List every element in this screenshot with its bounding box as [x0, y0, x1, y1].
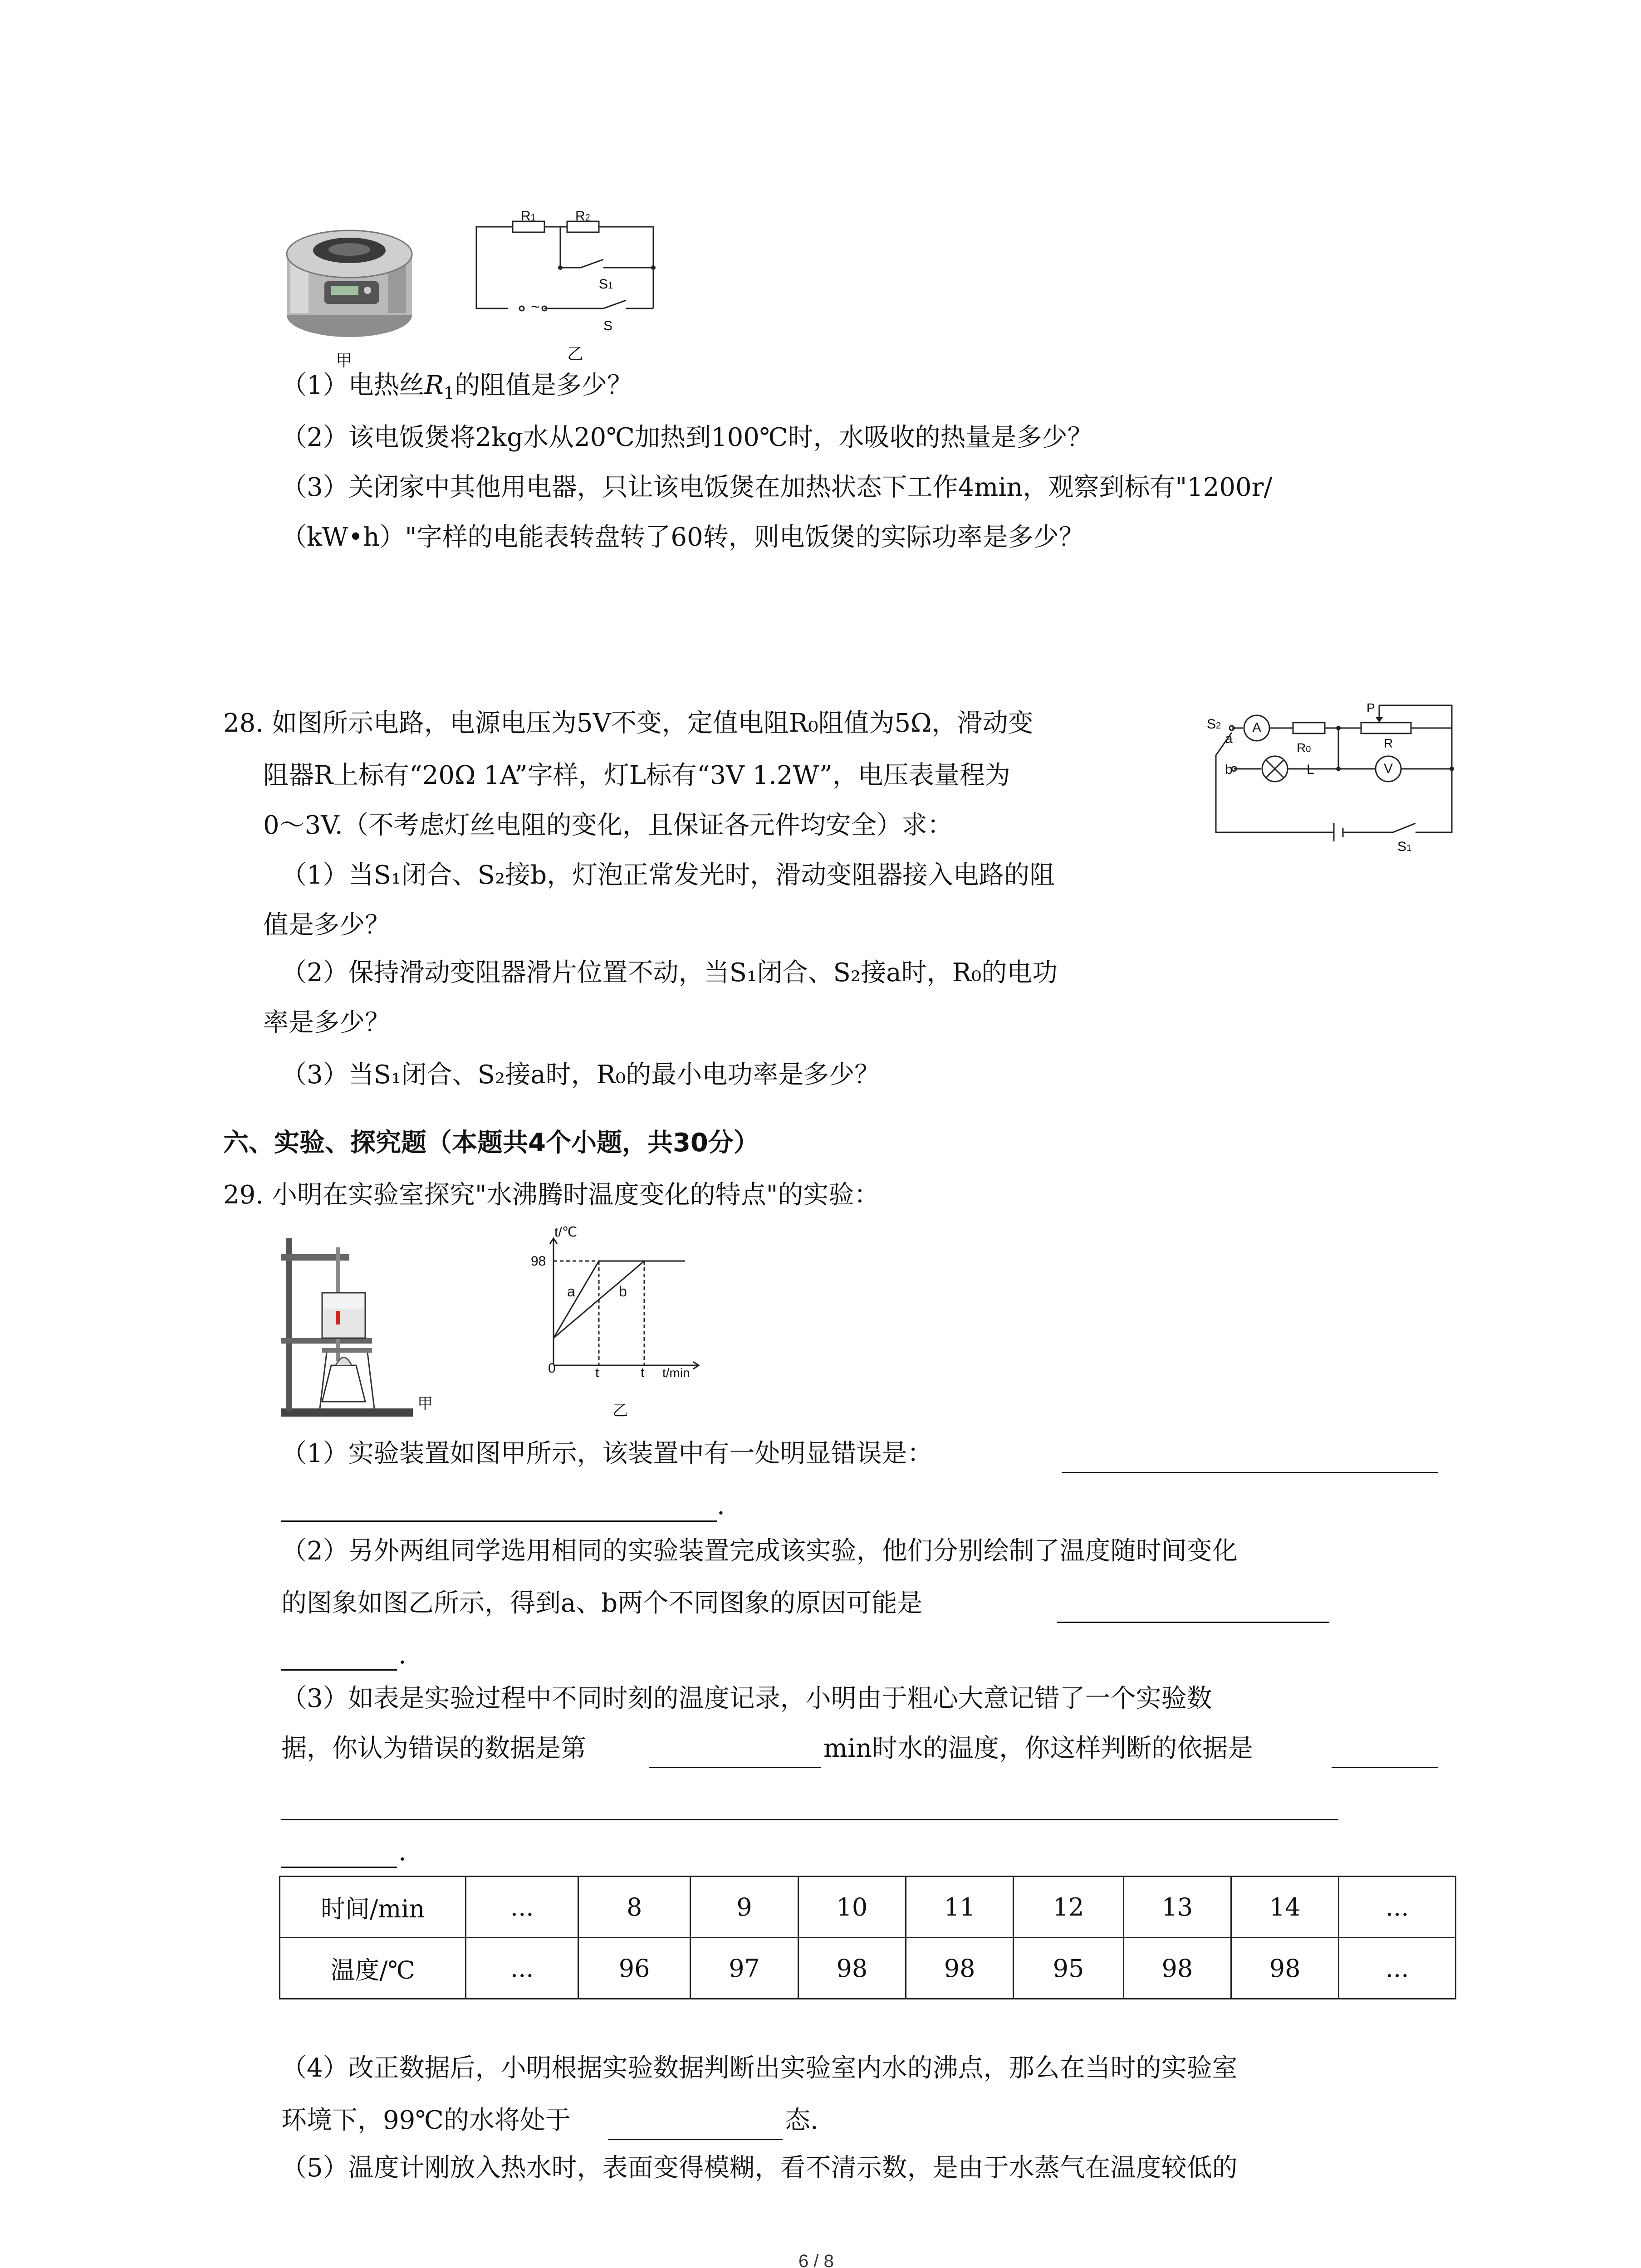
- graph-t1: t: [595, 1365, 599, 1380]
- q29-part1: （1）实验装置如图甲所示，该装置中有一处明显错误是：: [281, 1439, 933, 1468]
- q28-p-label: P: [1367, 701, 1375, 715]
- graph-ylabel: t/℃: [554, 1225, 578, 1240]
- q28-line1: 28. 如图所示电路，电源电压为5V不变，定值电阻R₀阻值为5Ω，滑动变: [223, 709, 1034, 738]
- circuit-diagram-q28: [1207, 701, 1461, 850]
- q28-part1-line1: （1）当S₁闭合、S₂接b，灯泡正常发光时，滑动变阻器接入电路的阻: [281, 860, 1055, 890]
- q29-part1-blank: [1062, 1472, 1438, 1473]
- table-cell: ...: [1339, 1938, 1456, 1999]
- table-cell: ...: [466, 1877, 578, 1938]
- q28-line2: 阻器R上标有“20Ω 1A”字样，灯L标有“3V 1.2W”，电压表量程为: [263, 761, 1010, 790]
- table-row-time: [280, 1877, 1456, 1938]
- graph-label-b: b: [619, 1283, 627, 1300]
- circuit-diagram-rice-cooker: [472, 218, 662, 331]
- q28-b-label: b: [1225, 762, 1233, 777]
- q29-part2-line2: 的图象如图乙所示，得到a、b两个不同图象的原因可能是: [281, 1589, 923, 1618]
- q29-fig-jia-label: 甲: [417, 1395, 433, 1413]
- q28-r0-label: R0: [1297, 741, 1311, 755]
- q29-part1-end: .: [717, 1491, 725, 1520]
- q29-part3-end: .: [398, 1837, 407, 1867]
- q28-s1-label: S1: [1397, 839, 1412, 854]
- q29-part3-blank-reason3: [281, 1867, 397, 1868]
- q28-a-label: a: [1225, 731, 1233, 746]
- q29-part2-blank: [1057, 1622, 1329, 1623]
- table-cell: 11: [906, 1877, 1014, 1938]
- table-cell: ...: [466, 1938, 578, 1999]
- table-cell: ...: [1339, 1877, 1456, 1938]
- q29-part3-blank-reason: [1332, 1767, 1438, 1768]
- q29-fig-yi-label: 乙: [612, 1402, 628, 1419]
- q29-part4-line2a: 环境下，99℃的水将处于: [281, 2106, 571, 2135]
- q29-part3-line2a: 据，你认为错误的数据是第: [281, 1734, 586, 1763]
- page-footer: 6 / 8: [798, 2251, 834, 2268]
- q28-r-label: R: [1384, 736, 1393, 750]
- table-cell: 14: [1231, 1877, 1338, 1938]
- q29-part3-blank-min: [649, 1767, 821, 1768]
- q28-part2-line2: 率是多少？: [263, 1008, 390, 1037]
- table-cell: 9: [691, 1877, 798, 1938]
- q29-part3-blank-reason2: [281, 1819, 1338, 1820]
- fig-yi-label: 乙: [567, 344, 584, 363]
- table-cell: 98: [798, 1938, 906, 1999]
- table-cell: 13: [1123, 1877, 1231, 1938]
- rice-cooker-image: [281, 218, 417, 345]
- q27-part3-line2: （kW•h）"字样的电能表转盘转了60转，则电饭煲的实际功率是多少？: [281, 523, 1084, 552]
- q28-part3: （3）当S₁闭合、S₂接a时，R₀的最小电功率是多少？: [281, 1060, 880, 1090]
- q27-part2: （2）该电饭煲将2kg水从20℃加热到100℃时，水吸收的热量是多少？: [281, 423, 1093, 452]
- fig-jia-label: 甲: [336, 351, 353, 370]
- q29-part4-blank: [608, 2139, 783, 2140]
- circuit-r2-label: R2: [575, 209, 590, 224]
- temperature-data-table: [279, 1876, 1456, 1999]
- table-cell: 12: [1014, 1877, 1123, 1938]
- table-cell: 96: [578, 1938, 690, 1999]
- circuit-tilde-label: ~: [531, 298, 540, 316]
- q28-s2-label: S2: [1207, 717, 1221, 732]
- q29-part3-line1: （3）如表是实验过程中不同时刻的温度记录，小明由于粗心大意记错了一个实验数: [281, 1684, 1212, 1713]
- table-cell: 98: [1123, 1938, 1231, 1999]
- table-cell: 温度/℃: [280, 1938, 466, 1999]
- q28-line3: 0～3V.（不考虑灯丝电阻的变化，且保证各元件均安全）求：: [263, 811, 953, 840]
- q29-part2-end: .: [398, 1640, 407, 1670]
- table-cell: 10: [798, 1877, 906, 1938]
- graph-y98: 98: [531, 1254, 546, 1269]
- graph-t2: t: [641, 1365, 645, 1380]
- q28-l-label: L: [1307, 762, 1314, 777]
- table-cell: 95: [1014, 1938, 1123, 1999]
- circuit-s-label: S: [603, 318, 613, 333]
- q29-intro: 29. 小明在实验室探究"水沸腾时温度变化的特点"的实验：: [223, 1180, 880, 1210]
- q29-part3-line2b: min时水的温度，你这样判断的依据是: [823, 1734, 1254, 1763]
- graph-origin: 0: [548, 1361, 556, 1376]
- table-row-temp: [280, 1938, 1456, 1999]
- graph-label-a: a: [567, 1283, 575, 1300]
- section-six-heading: 六、实验、探究题（本题共4个小题，共30分）: [223, 1128, 759, 1158]
- q28-part2-line1: （2）保持滑动变阻器滑片位置不动，当S₁闭合、S₂接a时，R₀的电功: [281, 958, 1058, 987]
- q27-part1: （1）电热丝$R_1$的阻值是多少？: [281, 371, 632, 403]
- q29-part2-line1: （2）另外两组同学选用相同的实验装置完成该实验，他们分别绘制了温度随时间变化: [281, 1536, 1238, 1566]
- q29-part4-line2b: 态.: [785, 2106, 818, 2135]
- table-cell: 97: [691, 1938, 798, 1999]
- q28-part1-line2: 值是多少？: [263, 910, 390, 940]
- q29-part2-blank2: [281, 1669, 397, 1671]
- circuit-s1-label: S1: [599, 277, 613, 292]
- q29-part1-blank2: [281, 1520, 717, 1522]
- table-cell: 98: [1231, 1938, 1338, 1999]
- q27-part3-line1: （3）关闭家中其他用电器，只让该电饭煲在加热状态下工作4min，观察到标有"1200r/: [281, 473, 1273, 502]
- table-cell: 8: [578, 1877, 690, 1938]
- circuit-r1-label: R1: [521, 209, 536, 224]
- experiment-apparatus-image: [272, 1229, 417, 1420]
- table-cell: 时间/min: [280, 1877, 466, 1938]
- table-cell: 98: [906, 1938, 1014, 1999]
- q29-part5-line1: （5）温度计刚放入热水时，表面变得模糊，看不清示数，是由于水蒸气在温度较低的: [281, 2153, 1238, 2183]
- q28-voltmeter-label: V: [1384, 761, 1393, 776]
- q29-part4-line1: （4）改正数据后，小明根据实验数据判断出实验室内水的沸点，那么在当时的实验室: [281, 2053, 1238, 2083]
- temperature-time-graph: [526, 1229, 717, 1374]
- q28-ammeter-label: A: [1252, 720, 1262, 735]
- graph-xlabel: t/min: [662, 1366, 690, 1380]
